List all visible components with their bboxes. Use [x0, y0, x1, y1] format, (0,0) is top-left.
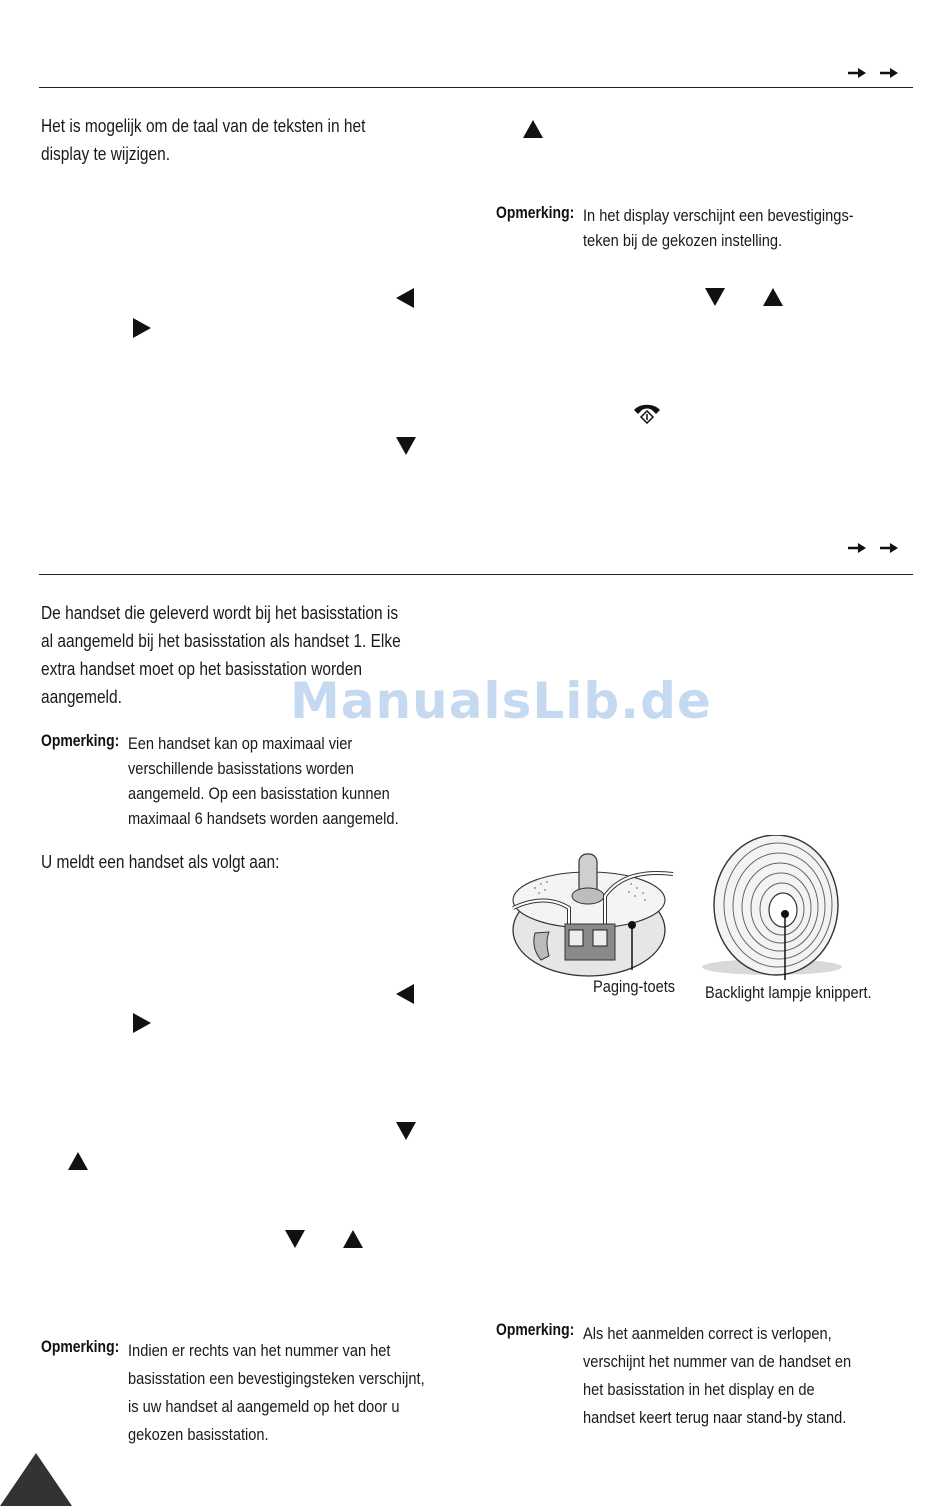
note-text: In het display verschijnt een bevestigings- teken bij de gekozen instelling. — [583, 206, 854, 250]
triangle-down-icon — [285, 1230, 305, 1248]
language-intro-text: Het is mogelijk om de taal van de teksten in het display te wijzigen. — [41, 116, 366, 164]
paging-key-caption: Paging-toets — [593, 977, 676, 996]
triangle-down-icon — [705, 288, 725, 306]
triangle-left-icon — [396, 288, 414, 308]
note-text: Indien er rechts van het nummer van het basisstation een bevestigingsteken verschijnt, is uw handset al aangemeld op het door u gekozen basisstation. — [128, 1341, 425, 1444]
base-station-illustration — [505, 838, 685, 983]
next-page-arrows-icon — [846, 541, 906, 555]
note-label: Opmerking: — [41, 731, 120, 750]
backlight-caption: Backlight lampje knippert. — [705, 983, 872, 1002]
triangle-up-icon — [68, 1152, 88, 1170]
handset-register-intro: De handset die geleverd wordt bij het basisstation is al aangemeld bij het basisstation als handset 1. Elke extra handset moet op het basisstation worden aangemeld. — [41, 603, 401, 707]
triangle-up-icon — [763, 288, 783, 306]
note-text: Een handset kan op maximaal vier verschillende basisstations worden aangemeld. Op een basisstation kunnen maximaal 6 handsets worden aangemeld. — [128, 734, 399, 828]
triangle-down-icon — [396, 437, 416, 455]
handset-backlight-illustration — [700, 835, 850, 980]
triangle-up-icon — [523, 120, 543, 138]
end-call-icon — [632, 402, 662, 424]
section-divider-top — [39, 87, 913, 88]
note-label: Opmerking: — [496, 203, 575, 222]
triangle-left-icon — [396, 984, 414, 1004]
note-label: Opmerking: — [496, 1320, 575, 1339]
triangle-right-icon — [133, 1013, 151, 1033]
watermark: ManualsLib.de — [290, 672, 712, 730]
note-text: Als het aanmelden correct is verlopen, verschijnt het nummer van de handset en het basisstation in het display en de handset keert terug naar stand-by stand. — [583, 1324, 852, 1427]
triangle-up-icon — [343, 1230, 363, 1248]
triangle-down-icon — [396, 1122, 416, 1140]
next-page-arrows-icon — [846, 66, 906, 80]
note-label: Opmerking: — [41, 1337, 120, 1356]
section-divider-bottom — [39, 574, 913, 575]
steps-intro: U meldt een handset als volgt aan: — [41, 852, 280, 872]
triangle-right-icon — [133, 318, 151, 338]
page-corner-marker-icon — [0, 1453, 72, 1506]
